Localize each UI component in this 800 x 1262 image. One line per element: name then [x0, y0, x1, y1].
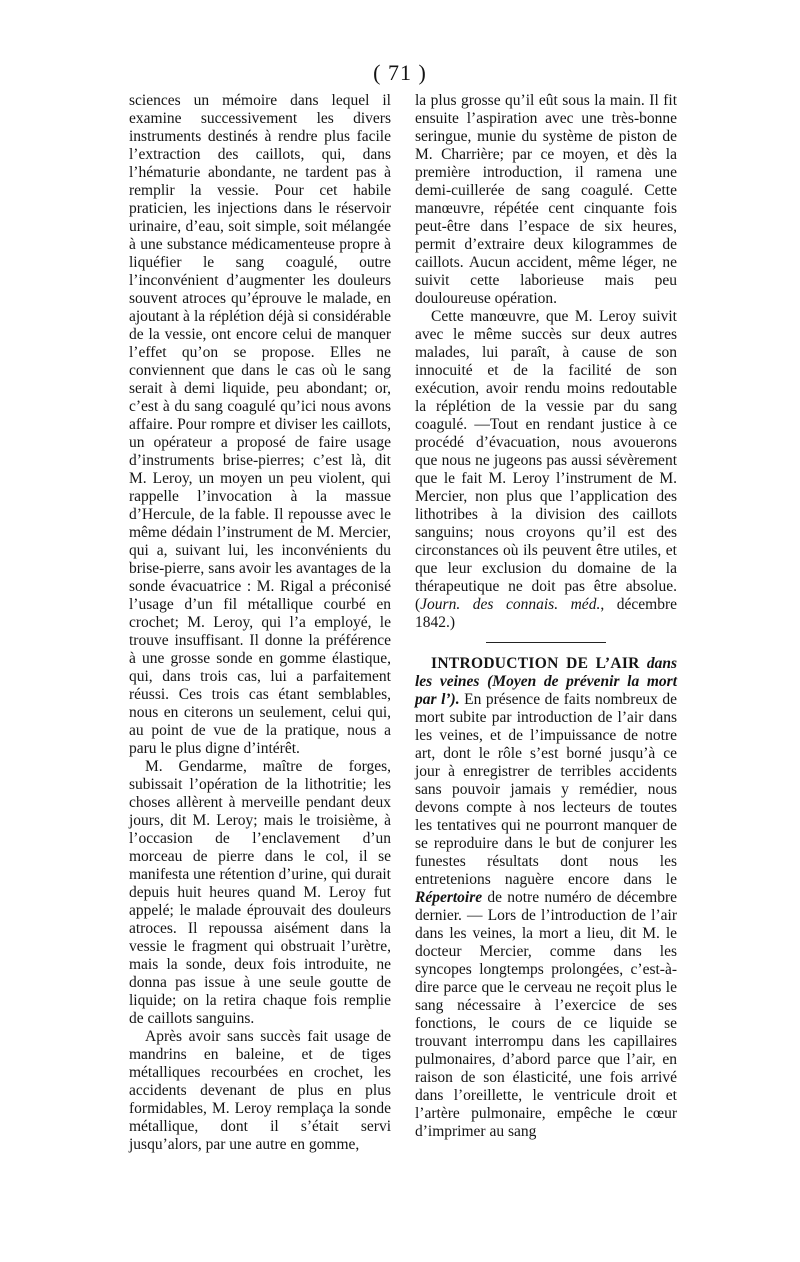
article-text-rest: de notre numéro de décembre dernier. — Lors de l’introduction de l’air dans les veines, la mort a lieu, dit M. le docteur Mercier, comme dans les syncopes longtemps prolongées, c’est-à-dire parce que le cerveau ne reçoit plus le sang nécessaire à l’exercice de ses fonctions, le cours de ce liquide se trouvant interrompu dans les capillaires pulmonaires, d’abord parce que l’air, en raison de son élasticité, une fois arrivé dans l’oreillette, le ventricule droit et l’artère pulmonaire, empêche le cœur d’imprimer au sang [415, 889, 677, 1140]
article-text-start: En présence de faits nombreux de mort subite par introduction de l’air dans les veines, et de l’impuissance de notre art, dont le rôle s’est borné jusqu’à ce jour à enregistrer de terribles accidents sans pouvoir jamais y remédier, nous devons compte à nos lecteurs de toutes les tentatives qui ne pourront manquer de se reproduire dans le but de conjurer les funestes résultats dont nous les entretenions naguère encore dans le [415, 691, 677, 888]
right-column [415, 92, 677, 1141]
citation-date: , décembre 1842.) [415, 596, 677, 631]
section-divider [486, 642, 606, 643]
article-title: INTRODUCTION DE L’AIR [431, 655, 640, 672]
article-subtitle: Moyen de prévenir la mort par l’ [415, 673, 677, 708]
repertoire-reference: Répertoire [415, 889, 483, 906]
left-paragraph-2: M. Gendarme, maître de forges, subissait l’opération de la lithotritie; les choses allèrent à merveille pendant deux jours, dit M. Leroy; mais le troisième, à l’occasion de l’enclavement d’un morceau de pierre dans le col, il se manifesta une rétention d’urine, qui durait depuis huit heures quand M. Leroy fut appelé; le malade éprouvait des douleurs atroces. Il repoussa aisément dans la vessie le fragment qui obstruait l’urètre, mais la sonde, deux fois introduite, ne donna pas issue à une seule goutte de liquide; on la retira chaque fois remplie de caillots sanguins. [129, 758, 391, 1027]
citation-source: Journ. des connais. méd. [420, 596, 601, 613]
citation-open: ( [415, 596, 421, 613]
left-column [129, 92, 391, 1154]
left-paragraph-1: sciences un mémoire dans lequel il examine successivement les divers instruments destinés à rendre plus facile l’extraction des caillots, qui, dans l’hématurie abondante, ne tardent pas à remplir la vessie. Pour cet habile praticien, les injections dans le réservoir urinaire, d’eau, soit simple, soit mélangée à une substance médicamenteuse propre à liquéfier le sang coagulé, outre l’inconvénient d’augmenter les douleurs souvent atroces qu’éprouve le malade, en ajoutant à la réplétion déjà si considérable de la vessie, ont encore celui de manquer l’effet qu’on se propose. Elles ne conviennent que dans le cas où le sang serait à demi liquide, peu abondant; or, c’est à du sang coagulé qu’ici nous avons affaire. Pour rompre et diviser les caillots, un opérateur a proposé de faire usage d’instruments brise-pierres; c’est là, dit M. Leroy, un moyen un peu violent, qui rappelle l’invocation à la massue d’Hercule, de la fable. Il repousse avec le même dédain l’instrument de M. Mercier, qui a, suivant lui, les inconvénients du brise-pierre, sans avoir les avantages de la sonde évacuatrice : M. Rigal a préconisé l’usage d’un fil métallique courbé en crochet; M. Leroy, qui l’a employé, le trouve insuffisant. Il donne la préférence à une grosse sonde en gomme élastique, qui, dans trois cas, lui a parfaitement réussi. Ces trois cas étant semblables, nous en citerons un seulement, celui qui, au point de vue de la pratique, nous a paru le plus digne d’intérêt. [129, 92, 391, 757]
article-subtitle-close: ). [450, 691, 460, 708]
right-paragraph-2-text: Cette manœuvre, que M. Leroy suivit avec le même succès sur deux autres malades, lui paraît, à cause de son innocuité et de la facilité de son exécution, avoir rendu moins redoutable la réplétion de la vessie par du sang coagulé. —Tout en rendant justice à ce procédé d’évacuation, nous avouerons que nous ne jugeons pas aussi sévèrement que le fait M. Leroy l’instrument de M. Mercier, non plus que l’application des lithotribes à la division des caillots sanguins; nous croyons qu’il est des circonstances où ils peuvent être utiles, et que leur exclusion du domaine de la thérapeutique ne doit pas être absolue. [415, 308, 677, 595]
right-paragraph-2 [415, 308, 677, 632]
page-number: ( 71 ) [373, 60, 427, 85]
left-paragraph-3: Après avoir sans succès fait usage de mandrins en baleine, et de tiges métalliques recourbées en crochet, les accidents devenant de plus en plus formidables, M. Leroy remplaça la sonde métallique, dont il s’était servi jusqu’alors, par une autre en gomme, [129, 1028, 391, 1153]
article-title-italic: dans les veines ( [415, 655, 678, 690]
article-introduction-de-l-air [415, 655, 677, 1141]
right-paragraph-1: la plus grosse qu’il eût sous la main. Il fit ensuite l’aspiration avec une très-bonne seringue, munie du système de piston de M. Charrière; par ce moyen, et dès la première introduction, il ramena une demi-cuillerée de sang coagulé. Cette manœuvre, répétée cent cinquante fois peut-être dans l’espace de six heures, permit d’extraire deux kilogrammes de caillots. Aucun accident, même léger, ne suivit cette laborieuse mais peu douloureuse opération. [415, 92, 677, 307]
